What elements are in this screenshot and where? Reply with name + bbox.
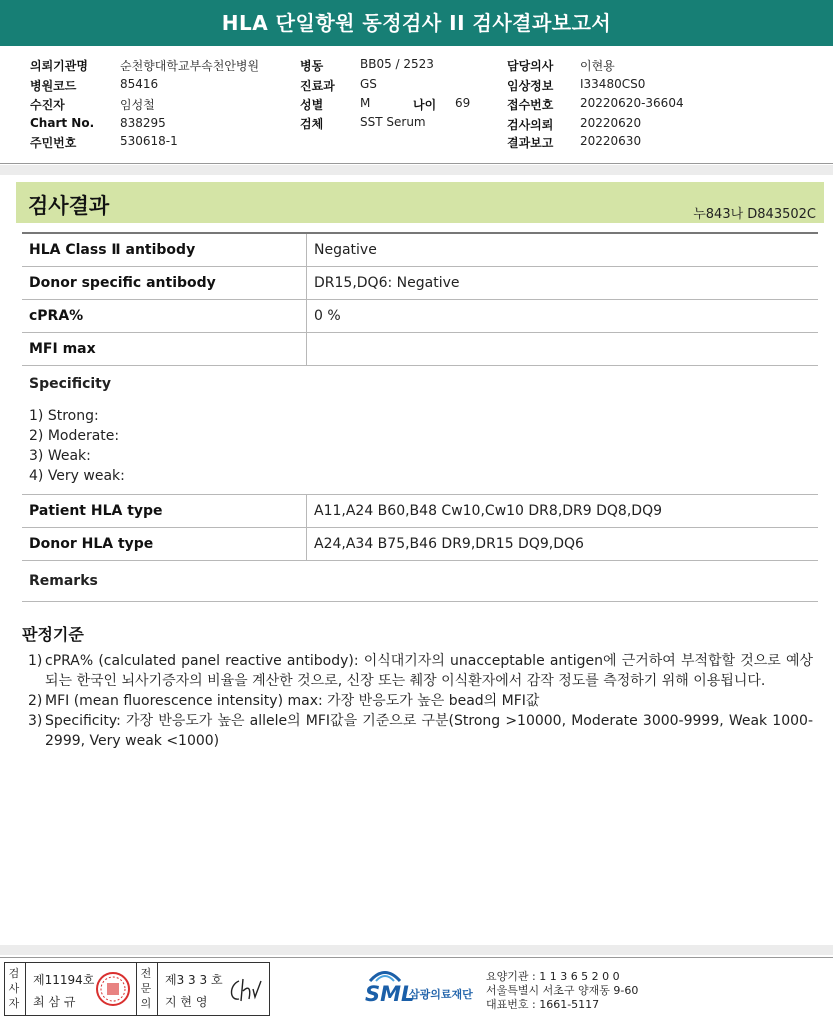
doctor-label: 담당의사 — [507, 59, 554, 73]
chart-value: 838295 — [120, 116, 166, 130]
report-label: 결과보고 — [507, 136, 554, 150]
divider-band — [0, 165, 833, 175]
specimen-value: SST Serum — [360, 115, 426, 129]
dept-label: 진료과 — [300, 79, 335, 93]
criteria-text: MFI (mean fluorescence intensity) max: 가장 반응도가 높은 bead의 MFI값 — [45, 693, 540, 709]
donor-hla-value: A24,A34 B75,B46 DR9,DR15 DQ9,DQ6 — [307, 528, 819, 561]
patient-value: 임성철 — [120, 98, 155, 112]
criteria-list — [28, 651, 813, 751]
sig-divider — [157, 963, 158, 1015]
footer-divider — [0, 957, 833, 958]
specificity-line: 4) Very weak: — [29, 468, 125, 484]
row-value: Negative — [307, 233, 819, 267]
results-code: 누843나 D843502C — [693, 207, 816, 222]
criteria-item — [28, 691, 813, 711]
hospital-code-value: 85416 — [120, 77, 159, 91]
row-value: 0 % — [307, 300, 819, 333]
age-value: 69 — [455, 96, 471, 110]
results-header — [16, 182, 824, 223]
row-label: MFI max — [22, 333, 307, 366]
report-value: 20220630 — [580, 134, 642, 148]
org-address: 서울특별시 서초구 양재동 9-60 — [486, 984, 639, 997]
handwritten-signature-icon — [227, 975, 263, 1005]
patient-hla-label: Patient HLA type — [22, 495, 307, 528]
request-value: 20220620 — [580, 116, 642, 130]
hospital-code-label: 병원코드 — [30, 79, 77, 93]
hospital-label: 의뢰기관명 — [30, 59, 88, 73]
org-phone: 대표번호 : 1661-5117 — [486, 998, 600, 1011]
patient-hla-value: A11,A24 B60,B48 Cw10,Cw10 DR8,DR9 DQ8,DQ9 — [307, 495, 819, 528]
hospital-value: 순천향대학교부속천안병원 — [120, 59, 260, 73]
receipt-label: 접수번호 — [507, 98, 554, 112]
specificity-label: Specificity — [29, 376, 111, 392]
table-row — [22, 300, 818, 333]
table-row — [22, 267, 818, 300]
table-row — [22, 528, 818, 561]
criteria-item — [28, 651, 813, 691]
donor-hla-label: Donor HLA type — [22, 528, 307, 561]
logo-text: SML — [365, 982, 415, 1006]
sig1-label: 검사자 — [8, 967, 20, 1010]
sig-divider — [136, 963, 137, 1015]
criteria-title: 판정기준 — [22, 625, 84, 644]
criteria-num: 2) — [28, 693, 43, 709]
specificity-cell — [22, 366, 818, 495]
footer-band — [0, 945, 833, 955]
sig1-number: 제11194호 — [33, 973, 95, 987]
chart-label: Chart No. — [30, 116, 95, 130]
criteria-text: cPRA% (calculated panel reactive antibody): 이식대기자의 unacceptable antigen에 근거하여 부적합할 것으로 예상되는 한국인 뇌사기증자의 비율을 계산한 것으로, 신장 또는 췌장 이식환자에서 감작 정도를 측정하기 위해 이용됩니다. — [45, 653, 813, 689]
row-value — [307, 333, 819, 366]
clinical-label: 임상정보 — [507, 79, 554, 93]
doctor-value: 이현용 — [580, 59, 615, 73]
specificity-line: 1) Strong: — [29, 408, 99, 424]
report-title: HLA 단일항원 동정검사 II 검사결과보고서 — [0, 0, 833, 46]
sig2-name: 지 현 영 — [165, 995, 208, 1009]
ward-value: BB05 / 2523 — [360, 57, 434, 71]
sex-value: M — [360, 96, 371, 110]
results-heading: 검사결과 — [28, 194, 110, 218]
specificity-line: 3) Weak: — [29, 448, 91, 464]
clinical-value: I33480CS0 — [580, 77, 646, 91]
divider — [0, 163, 833, 164]
remarks-row — [22, 561, 818, 602]
patient-info — [0, 50, 833, 162]
sex-label: 성별 — [300, 98, 324, 112]
remarks-label: Remarks — [22, 561, 818, 602]
org-code: 요양기관 : 1 1 3 6 5 2 0 0 — [486, 970, 620, 983]
signature-box — [4, 962, 270, 1016]
specimen-label: 검체 — [300, 117, 324, 131]
row-value: DR15,DQ6: Negative — [307, 267, 819, 300]
specificity-row — [22, 366, 818, 495]
sig2-number: 제3 3 3 호 — [165, 973, 223, 987]
criteria-num: 1) — [28, 653, 43, 669]
logo-arc-icon — [367, 968, 403, 982]
specificity-line: 2) Moderate: — [29, 428, 120, 444]
org-info — [486, 970, 638, 1012]
sig-divider — [25, 963, 26, 1015]
criteria-text: Specificity: 가장 반응도가 높은 allele의 MFI값을 기준으로 구분(Strong >10000, Moderate 3000-9999, Weak 1000-2999, Very weak <1000) — [45, 713, 813, 749]
rrn-value: 530618-1 — [120, 134, 178, 148]
patient-label: 수진자 — [30, 98, 65, 112]
table-row — [22, 233, 818, 267]
age-label: 나이 — [413, 98, 437, 112]
results-table — [22, 232, 818, 602]
criteria-item — [28, 711, 813, 751]
seal-stamp-icon — [95, 971, 131, 1007]
receipt-value: 20220620-36604 — [580, 96, 684, 110]
row-label: Donor specific antibody — [22, 267, 307, 300]
ward-label: 병동 — [300, 59, 324, 73]
row-label: cPRA% — [22, 300, 307, 333]
org-name: 삼광의료재단 — [409, 988, 473, 1001]
rrn-label: 주민번호 — [30, 136, 77, 150]
criteria-num: 3) — [28, 713, 43, 729]
request-label: 검사의뢰 — [507, 118, 554, 132]
table-row — [22, 495, 818, 528]
table-row — [22, 333, 818, 366]
dept-value: GS — [360, 77, 377, 91]
sig1-name: 최 삼 규 — [33, 995, 76, 1009]
sig2-label: 전문의 — [140, 967, 152, 1010]
row-label: HLA Class Ⅱ antibody — [22, 233, 307, 267]
